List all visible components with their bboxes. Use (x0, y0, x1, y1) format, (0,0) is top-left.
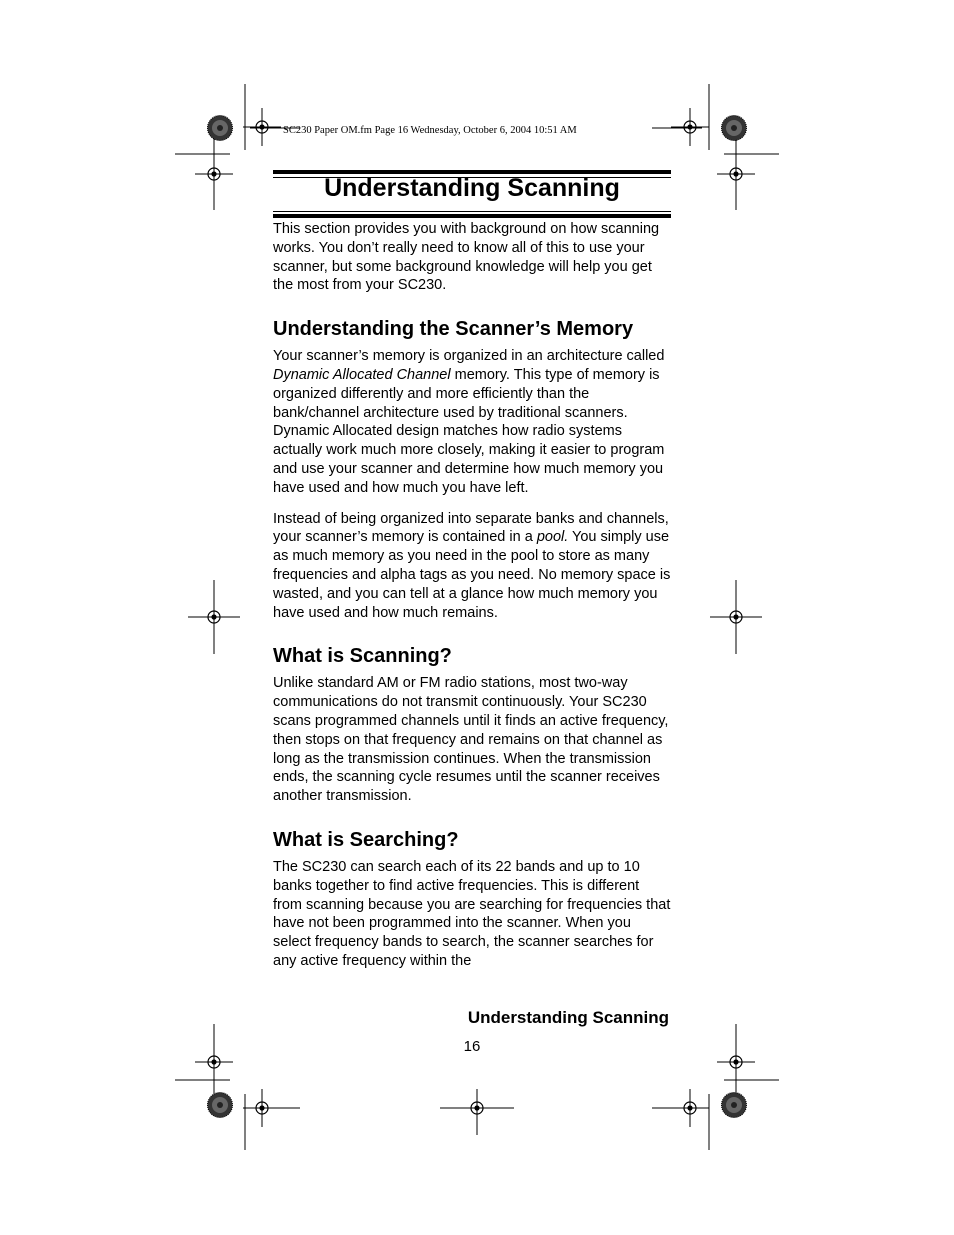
scanning-paragraph: Unlike standard AM or FM radio stations, most two-way communications do not transmit continuously. Your SC230 scans programmed channels until it finds an active frequency, then stops on that frequency and remains on that channel as long as the transmission continues. When the transmission ends, the scanning cycle resumes until the scanner receives another transmission. (273, 675, 669, 805)
section-heading-memory: Understanding the Scanner’s Memory (273, 318, 634, 341)
page-title: Understanding Scanning (324, 174, 620, 202)
section-heading-scanning: What is Scanning? (273, 645, 452, 668)
memory-paragraph-1: Your scanner’s memory is organized in an architecture called Dynamic Allocated Channel memory. This type of memory is organized differently and more efficiently than the bank/channel architecture used by traditional scanners. Dynamic Allocated design matches how radio systems actually work much more closely, making it easier to program and use your scanner and determine how much memory you have used and how much you have left. (273, 348, 665, 496)
page-number: 16 (463, 1038, 481, 1055)
registration-mark-icon (243, 108, 281, 146)
star-target-icon (722, 1093, 747, 1118)
star-target-icon (208, 1093, 233, 1118)
title-rule-bottom-thick (273, 214, 671, 218)
intro-paragraph: This section provides you with background on how scanning works. You don’t really need to know all of this to use your scanner, but some background knowledge will help you get the most from your SC230. (273, 221, 660, 294)
searching-paragraph: The SC230 can search each of its 22 bands and up to 10 banks together to find active frequencies. This is different from scanning because you are searching for frequencies that have not been programmed into the scanner. When you select frequency bands to search, the scanner searches for any active frequency within the (273, 858, 671, 969)
footer-section-title: Understanding Scanning (467, 1008, 669, 1027)
star-target-icon (208, 116, 233, 141)
registration-mark-icon (671, 108, 709, 146)
star-target-icon (722, 116, 747, 141)
title-rule-bottom-thin (273, 211, 671, 212)
file-info-header: SC230 Paper OM.fm Page 16 Wednesday, October 6, 2004 10:51 AM (283, 125, 577, 136)
section-heading-searching: What is Searching? (273, 828, 459, 851)
body-content (273, 220, 671, 971)
memory-paragraph-2: Instead of being organized into separate banks and channels, your scanner’s memory is contained in a pool. You simply use as much memory as you need in the pool to store as many frequencies and alpha tags as you need. No memory space is wasted, and you can tell at a glance how much memory you have used and how much remains. (273, 510, 671, 621)
